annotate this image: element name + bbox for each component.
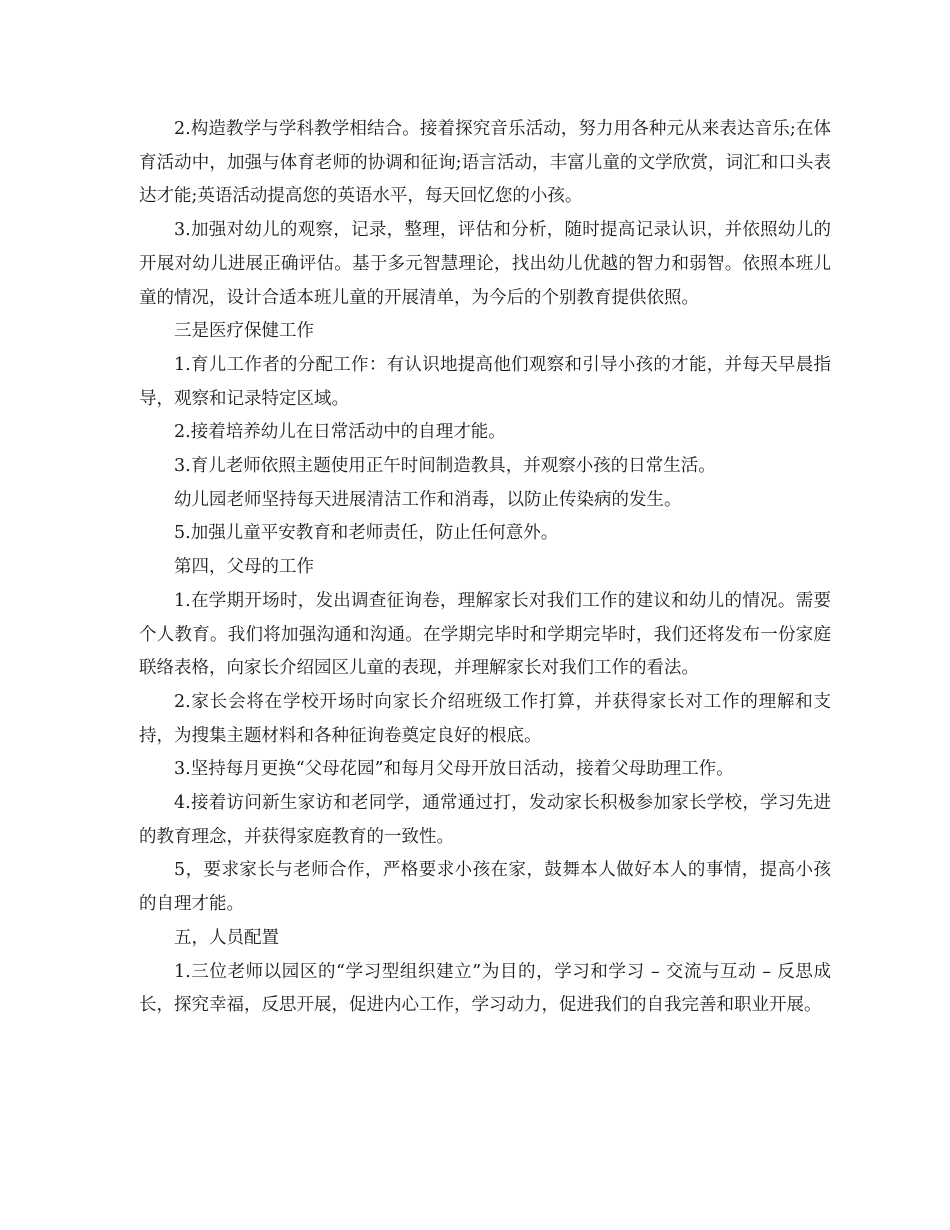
paragraph-parent-meeting: 2.家长会将在学校开场时向家长介绍班级工作打算，并获得家长对工作的理解和支持，为搜集主题材料和各种征询卷奠定良好的根底。 — [139, 691, 831, 746]
paragraph-home-visits: 4.接着访问新生家访和老同学，通常通过打，发动家长积极参加家长学校，学习先进的教育理念，并获得家庭教育的一致性。 — [139, 793, 831, 847]
paragraph-safety-education: 5.加强儿童平安教育和老师责任，防止任何意外。 — [174, 523, 559, 544]
paragraph-curriculum-integration: 2.构造教学与学科教学相结合。接着探究音乐活动，努力用各种元从来表达音乐;在体育活动中，加强与体育老师的协调和征询;语言活动，丰富儿童的文学欣赏，词汇和口头表达才能;英语活动提高您的英语水平，每天回忆您的小孩。 — [139, 119, 831, 207]
paragraph-caregiver-duties: 1.育儿工作者的分配工作：有认识地提高他们观察和引导小孩的才能，并每天早晨指导，观察和记录特定区域。 — [139, 354, 831, 409]
paragraph-cleaning-disinfection: 幼儿园老师坚持每天进展清洁工作和消毒，以防止传染病的发生。 — [174, 489, 682, 510]
heading-parent-work: 第四，父母的工作 — [174, 557, 314, 578]
paragraph-self-care: 2.接着培养幼儿在日常活动中的自理才能。 — [174, 422, 506, 443]
paragraph-parent-garden: 3.坚持每月更换“父母花园”和每月父母开放日活动，接着父母助理工作。 — [174, 759, 734, 780]
document-body — [139, 113, 831, 1023]
paragraph-observation-assessment: 3.加强对幼儿的观察，记录，整理，评估和分析，随时提高记录认识，并依照幼儿的开展对幼儿进展正确评估。基于多元智慧理论，找出幼儿优越的智力和弱智。依照本班儿童的情况，设计合适本班儿童的开展清单，为今后的个别教育提供依照。 — [139, 220, 831, 308]
paragraph-learning-organization: 1.三位老师以园区的“学习型组织建立”为目的，学习和学习 – 交流与互动 – 反思成长，探究幸福，反思开展，促进内心工作，学习动力，促进我们的自我完善和职业开展。 — [139, 961, 831, 1016]
paragraph-questionnaire: 1.在学期开场时，发出调查征询卷，理解家长对我们工作的建议和幼儿的情况。需要个人教育。我们将加强沟通和沟通。在学期完毕时和学期完毕时，我们还将发布一份家庭联络表格，向家长介绍园区儿童的表现，并理解家长对我们工作的看法。 — [139, 590, 831, 679]
paragraph-parent-cooperation: 5，要求家长与老师合作，严格要求小孩在家，鼓舞本人做好本人的事情，提高小孩的自理才能。 — [139, 860, 831, 915]
heading-health-care: 三是医疗保健工作 — [174, 321, 314, 342]
heading-staffing: 五，人员配置 — [174, 927, 279, 948]
paragraph-teaching-aids: 3.育儿老师依照主题使用正午时间制造教具，并观察小孩的日常生活。 — [174, 456, 716, 477]
